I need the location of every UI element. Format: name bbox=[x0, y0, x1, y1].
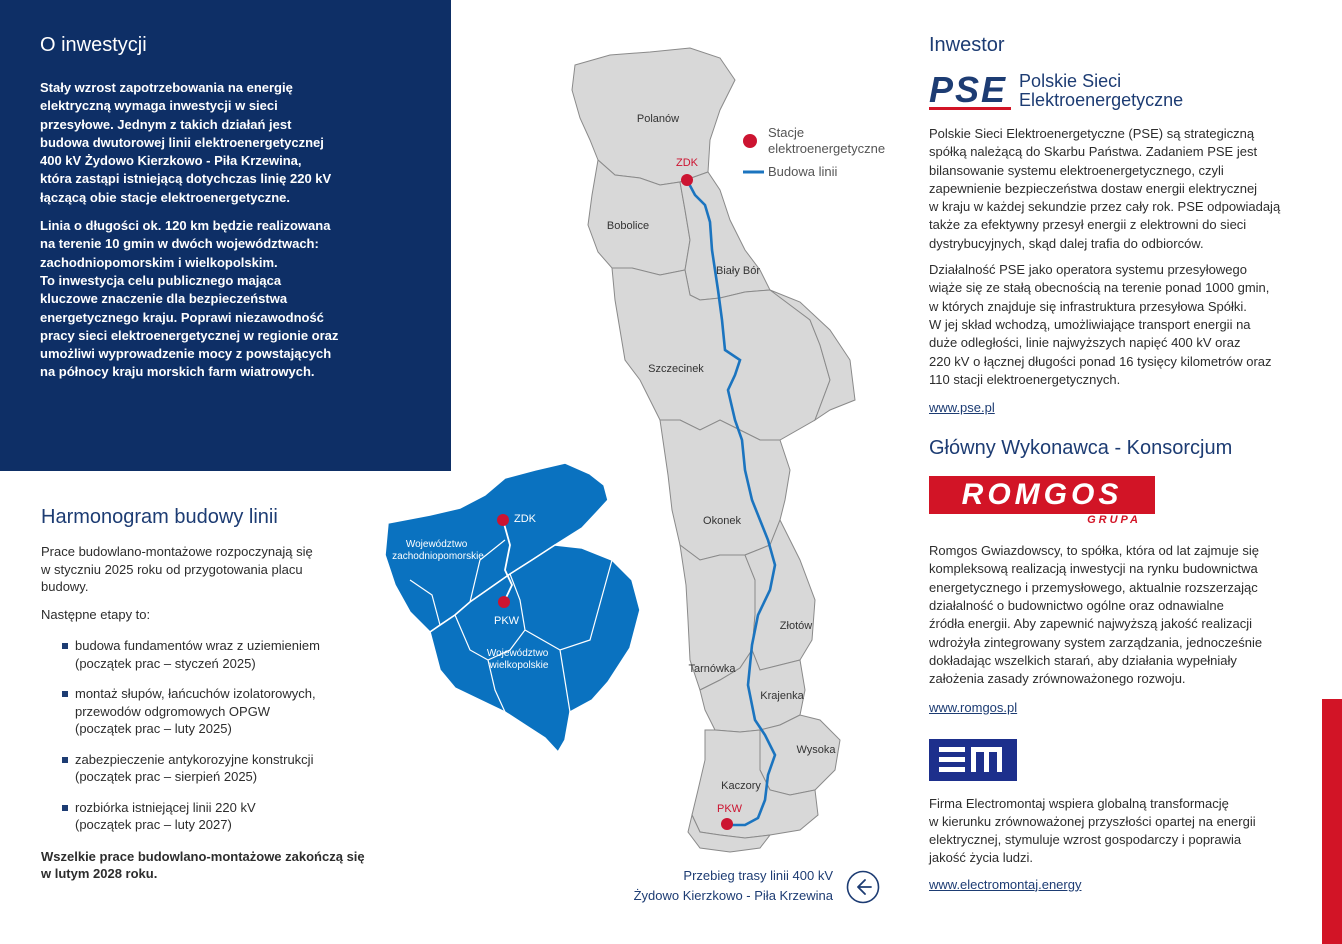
voivodeship-north-label: Województwo zachodniopomorskie bbox=[392, 539, 484, 562]
schedule-intro bbox=[41, 543, 421, 596]
text-line: źródła energii. Aby zapewnić najwyższą jakość realizacji bbox=[929, 616, 1252, 632]
text-line: także za efektywny przesył energii z elektrowni do sieci bbox=[929, 217, 1247, 233]
text-line: kompleksową realizacją inwestycji na rynku budownictwa bbox=[929, 561, 1258, 577]
bullet-icon bbox=[62, 757, 68, 763]
pse-link[interactable]: www.pse.pl bbox=[929, 400, 995, 416]
legend-stations-label: Stacje elektroenergetyczne bbox=[768, 125, 886, 156]
text-line: budowa fundamentów wraz z uziemieniem bbox=[75, 638, 320, 653]
text-line: Linia o długości ok. 120 km będzie realizowana bbox=[40, 218, 331, 234]
text-line: działalność o budownictwo ogólne oraz odnawialne bbox=[929, 598, 1224, 614]
legend-station-marker bbox=[743, 134, 757, 148]
text-line: na terenie 10 gmin w dwóch województwach: bbox=[40, 236, 319, 252]
bullet-icon bbox=[62, 805, 68, 811]
list-item bbox=[41, 685, 421, 738]
text-line: łączącą obie stacje elektroenergetyczne. bbox=[40, 189, 291, 205]
text-line: duże odległości, linie najwyższych napięć 400 kV oraz bbox=[929, 335, 1241, 351]
pse-logo-mark: PSE bbox=[929, 73, 1011, 110]
text-line: zapewnienie bezpieczeństwa dostaw energii elektrycznej bbox=[929, 180, 1258, 196]
text-line: (początek prac – sierpień 2025) bbox=[75, 769, 258, 784]
text-line: Żydowo Kierzkowo - Piła Krzewina bbox=[633, 888, 833, 903]
text-line: (początek prac – luty 2027) bbox=[75, 817, 232, 832]
text-line: dystrybucyjnych, skąd dalej trafia do odbiorców. bbox=[929, 235, 1204, 251]
about-paragraph-1 bbox=[40, 79, 411, 207]
pse-logo bbox=[929, 68, 1309, 111]
text-line: w styczniu 2025 roku od przygotowania placu bbox=[41, 561, 303, 577]
text-line: Polskie Sieci bbox=[1019, 71, 1122, 91]
text-line: w kierunku zrównoważonej przyszłości opartej na energii bbox=[929, 813, 1256, 829]
accent-bar bbox=[1322, 699, 1342, 944]
em-logo bbox=[929, 739, 1017, 781]
romgos-logo-box bbox=[929, 476, 1155, 514]
about-title: O inwestycji bbox=[40, 34, 147, 56]
text-line: w kraju w każdej sekundzie przez cały rok. PSE odpowiadają bbox=[929, 199, 1281, 215]
investor-paragraph-1 bbox=[929, 125, 1309, 253]
about-paragraph-2 bbox=[40, 217, 411, 272]
right-column bbox=[929, 34, 1309, 894]
arrow-left-icon[interactable] bbox=[846, 870, 880, 904]
investor-paragraph-2 bbox=[929, 261, 1309, 389]
commune-label: Szczecinek bbox=[648, 363, 704, 375]
commune-label: Kaczory bbox=[721, 780, 761, 792]
station-zdk-marker bbox=[681, 174, 693, 186]
about-paragraph-3 bbox=[40, 272, 411, 382]
voivodeship-map bbox=[385, 463, 640, 752]
text-line: 400 kV Żydowo Kierzkowo - Piła Krzewina, bbox=[40, 153, 302, 169]
station-pkw-marker-small bbox=[498, 596, 510, 608]
pse-logo-name bbox=[1019, 72, 1183, 110]
text-line: To inwestycja celu publicznego mająca bbox=[40, 272, 282, 288]
contractor-title: Główny Wykonawca - Konsorcjum bbox=[929, 437, 1233, 460]
romgos-link[interactable]: www.romgos.pl bbox=[929, 699, 1018, 715]
text-line: energetycznego kraju. Poprawi niezawodność bbox=[40, 309, 324, 325]
bullet-icon bbox=[62, 643, 68, 649]
text-line: Stały wzrost zapotrzebowania na energię bbox=[40, 80, 293, 95]
text-line: w których znajduje się infrastruktura przesyłowa Spółki. bbox=[929, 298, 1247, 314]
text-line: zabezpieczenie antykorozyjne konstrukcji bbox=[75, 751, 314, 767]
station-pkw-label-small: PKW bbox=[494, 615, 520, 627]
text-line: Romgos Gwiazdowscy, to spółka, która od lat zajmuje się bbox=[929, 543, 1259, 559]
schedule-section bbox=[41, 506, 421, 893]
text-line: wiąże się ze stałą obecnością na terenie ponad 1000 gmin, bbox=[929, 280, 1270, 296]
text-line: która zastąpi istniejącą dotychczas linię 220 kV bbox=[40, 171, 332, 187]
list-item bbox=[41, 637, 421, 672]
commune-label: Złotów bbox=[779, 620, 813, 632]
route-caption bbox=[590, 866, 833, 906]
electromontaj-link[interactable]: www.electromontaj.energy bbox=[929, 876, 1082, 892]
text-line: 220 kV o łącznej długości ponad 16 tysięcy kilometrów oraz bbox=[929, 353, 1272, 369]
text-line: pracy sieci elektroenergetycznej w regionie oraz bbox=[40, 327, 339, 343]
schedule-title: Harmonogram budowy linii bbox=[41, 506, 278, 528]
schedule-final-note bbox=[41, 848, 421, 883]
commune-label: Biały Bór bbox=[715, 265, 761, 277]
text-line: budowa dwutorowej linii elektroenergetycznej bbox=[40, 134, 324, 150]
commune-label: Polanów bbox=[636, 113, 680, 125]
text-line: energetycznego i przemysłowego, aktualnie rozszerzając bbox=[929, 579, 1258, 595]
commune-label: Okonek bbox=[703, 515, 741, 527]
station-zdk-label-small: ZDK bbox=[514, 513, 536, 525]
text-line: Działalność PSE jako operatora systemu przesyłowego bbox=[929, 262, 1247, 278]
text-line: zachodniopomorskim i wielkopolskim. bbox=[40, 254, 278, 270]
text-line: (początek prac – luty 2025) bbox=[75, 721, 232, 736]
bullet-icon bbox=[62, 691, 68, 697]
text-line: elektrycznej, stymuluje wzrost gospodarczy i poprawia bbox=[929, 832, 1242, 848]
text-line: Elektroenergetyczne bbox=[1019, 90, 1184, 110]
investor-title: Inwestor bbox=[929, 34, 1005, 56]
electromontaj-paragraph bbox=[929, 795, 1309, 868]
commune-label: Bobolice bbox=[606, 220, 650, 232]
text-line: dokładając wszelkich starań, aby działania wypełniały bbox=[929, 652, 1237, 668]
commune-okonek bbox=[660, 420, 790, 560]
text-line: umożliwi wyprowadzenie mocy z powstających bbox=[40, 346, 332, 362]
text-line: Firma Electromontaj wspiera globalną transformację bbox=[929, 795, 1229, 811]
text-line: jakość życia ludzi. bbox=[929, 850, 1034, 866]
romgos-logo-sub: GRUPA bbox=[1087, 514, 1141, 527]
text-line: spółką należącą do Skarbu Państwa. Zadaniem PSE jest bbox=[929, 144, 1258, 160]
text-line: Wszelkie prace budowlano-montażowe zakończą się bbox=[41, 848, 365, 864]
text-line: montaż słupów, łańcuchów izolatorowych, bbox=[75, 686, 316, 701]
schedule-list bbox=[41, 637, 421, 834]
text-line: kluczowe znaczenie dla bezpieczeństwa bbox=[40, 291, 288, 307]
legend-line-label: Budowa linii bbox=[768, 164, 838, 179]
text-line: przesyłowe. Jednym z takich działań jest bbox=[40, 116, 292, 132]
contractor-paragraph-1 bbox=[929, 542, 1309, 688]
romgos-logo bbox=[929, 476, 1155, 528]
text-line: elektryczną wymaga inwestycji w sieci bbox=[40, 98, 278, 114]
station-zdk-marker-small bbox=[497, 514, 509, 526]
station-pkw-label: PKW bbox=[717, 803, 743, 815]
commune-label: Krajenka bbox=[760, 690, 804, 702]
text-line: bilansowanie systemu elektroenergetycznego, czyli bbox=[929, 162, 1224, 178]
commune-label: Tarnówka bbox=[688, 663, 736, 675]
text-line: Polskie Sieci Elektroenergetyczne (PSE) są strategiczną bbox=[929, 126, 1255, 141]
commune-label: Wysoka bbox=[796, 744, 836, 756]
text-line: (początek prac – styczeń 2025) bbox=[75, 655, 256, 671]
text-line: w lutym 2028 roku. bbox=[41, 866, 158, 881]
text-line: budowy. bbox=[41, 579, 89, 594]
text-line: Prace budowlano-montażowe rozpoczynają się bbox=[41, 544, 313, 559]
voivodeship-south-label: Województwo wielkopolskie bbox=[486, 648, 549, 671]
station-pkw-marker bbox=[721, 818, 733, 830]
list-item bbox=[41, 799, 421, 834]
text-line: Przebieg trasy linii 400 kV bbox=[683, 868, 833, 883]
text-line: rozbiórka istniejącej linii 220 kV bbox=[75, 799, 256, 815]
text-line: założenia zasady zrównoważonego rozwoju. bbox=[929, 671, 1186, 687]
text-line: na północy kraju morskich farm wiatrowych. bbox=[40, 364, 315, 380]
romgos-logo-word: ROMGOS bbox=[961, 478, 1123, 512]
route-map bbox=[380, 30, 920, 860]
text-line: 110 stacji elektroenergetycznych. bbox=[929, 371, 1121, 387]
schedule-next-label: Następne etapy to: bbox=[41, 606, 151, 622]
map-legend bbox=[743, 125, 885, 179]
list-item bbox=[41, 751, 421, 786]
station-zdk-label: ZDK bbox=[676, 157, 698, 169]
text-line: W jej skład wchodzą, umożliwiające transport energii na bbox=[929, 316, 1251, 332]
text-line: wdrożyła zintegrowany system zarządzania, jednocześnie bbox=[929, 634, 1263, 650]
text-line: przewodów odgromowych OPGW bbox=[75, 703, 271, 719]
